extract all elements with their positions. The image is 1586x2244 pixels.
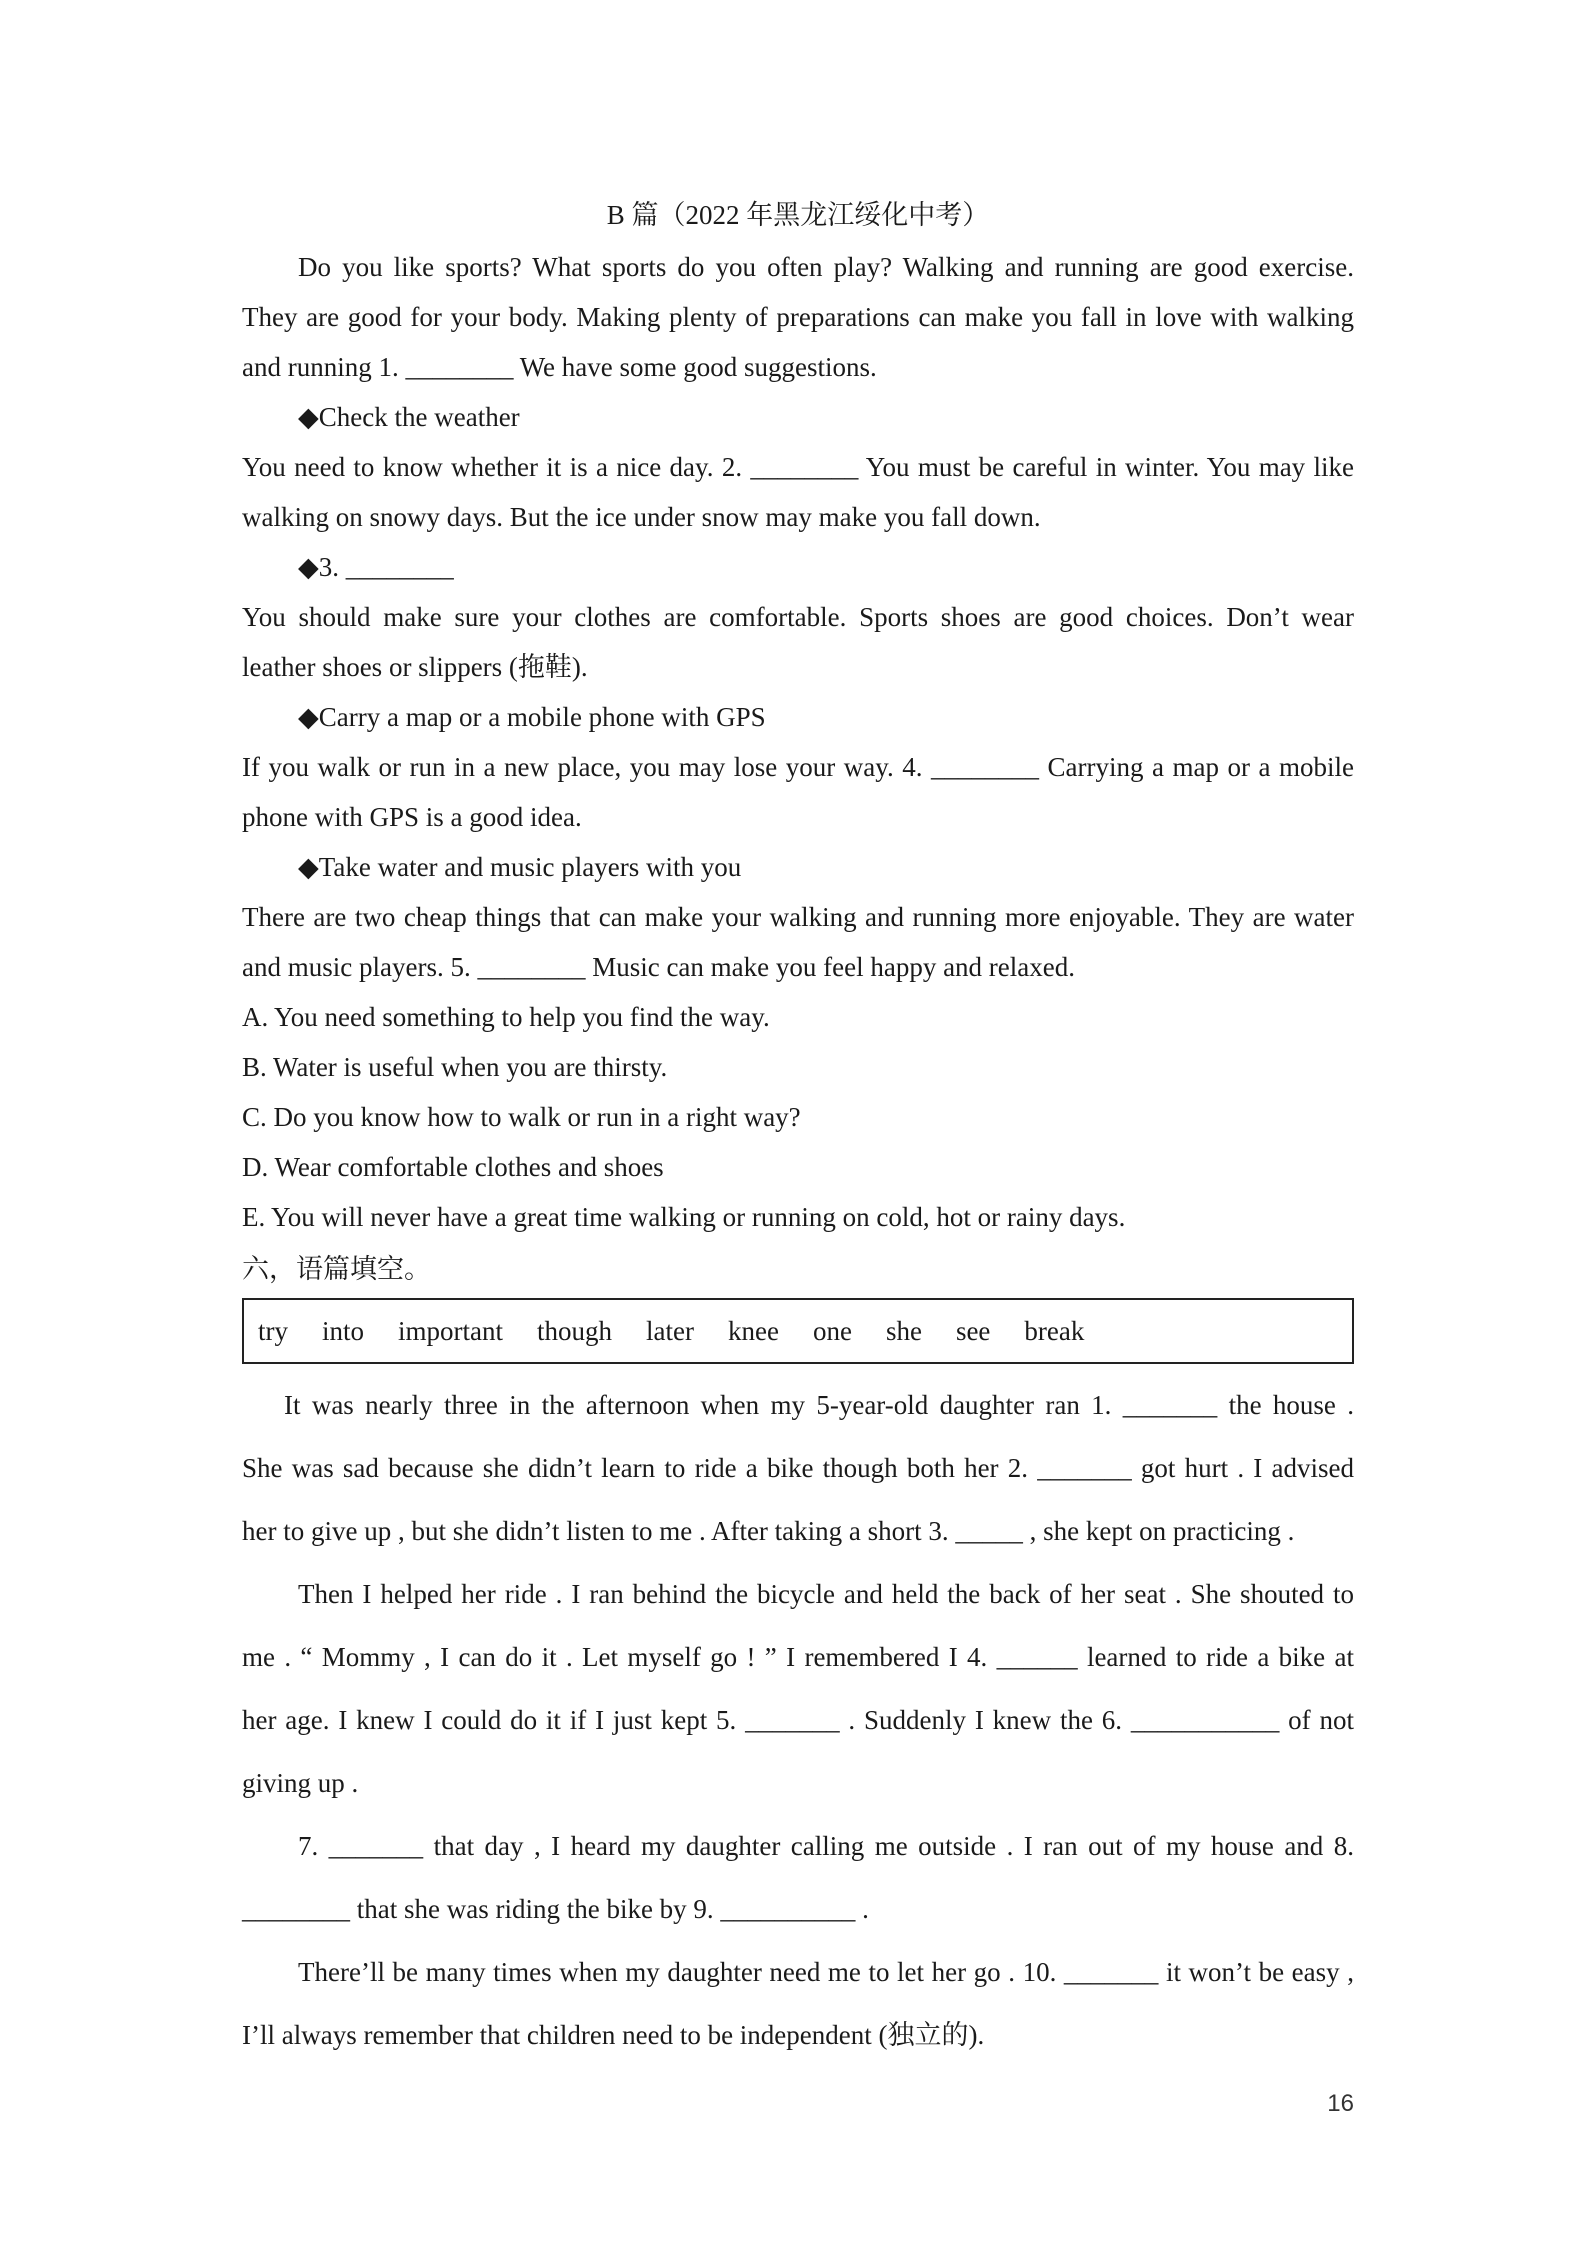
text-line: There are two cheap things that can make your walking and running more enjoyable. They are water [242,902,1354,932]
section-heading: ◆3. ________ [298,552,454,582]
word-bank-item: later [646,1315,694,1346]
text-line: There’ll be many times when my daughter need me to let her go . 10. _______ it won’t be easy , [298,1957,1354,1987]
section-six-heading: 六，语篇填空。 [242,1254,431,1284]
cloze-paragraph [242,1815,1354,1941]
answer-options [242,992,1354,1242]
text-line: You should make sure your clothes are comfortable. Sports shoes are good choices. Don’t wear [242,602,1354,632]
text-line: If you walk or run in a new place, you may lose your way. 4. ________ Carrying a map or a mobile [242,752,1354,782]
text-line: walking on snowy days. But the ice under snow may make you fall down. [242,502,1041,532]
word-bank-item: try [258,1315,288,1346]
word-bank-item: see [955,1315,991,1346]
word-bank-item: important [398,1315,503,1346]
text-line: 7. _______ that day , I heard my daughter calling me outside . I ran out of my house and 8. [298,1831,1354,1861]
text-line: and running 1. ________ We have some good suggestions. [242,352,877,382]
passage-b-section [242,842,1354,992]
section-heading: ◆Take water and music players with you [298,852,742,882]
text-line: giving up . [242,1768,359,1798]
text-line: You need to know whether it is a nice day. 2. ________ You must be careful in winter. You may like [242,452,1354,482]
section-heading: ◆Check the weather [298,402,520,432]
text-line: It was nearly three in the afternoon when my 5-year-old daughter ran 1. _______ the house . [284,1390,1354,1420]
text-line: ________ that she was riding the bike by 9. __________ . [242,1894,869,1924]
text-line: I’ll always remember that children need to be independent (独立的). [242,2020,985,2050]
passage-b-section [242,542,1354,692]
text-line: Do you like sports? What sports do you often play? Walking and running are good exercise. [298,252,1354,282]
word-bank-item: knee [727,1315,779,1346]
passage-b-section [242,392,1354,542]
cloze-paragraph [242,1563,1354,1815]
option-a: A. You need something to help you find the way. [242,1002,770,1032]
text-line: me . “ Mommy , I can do it . Let myself go ! ” I remembered I 4. ______ learned to ride a bike at [242,1642,1354,1672]
text-line: She was sad because she didn’t learn to ride a bike though both her 2. _______ got hurt . I advised [242,1453,1354,1483]
word-bank-item: though [537,1315,613,1346]
word-bank-item: she [885,1315,922,1346]
word-bank [242,1298,1354,1364]
cloze-paragraph [242,1374,1354,1563]
cloze-passage [242,1374,1354,2067]
word-bank-item: one [812,1315,852,1346]
option-d: D. Wear comfortable clothes and shoes [242,1152,664,1182]
section-heading: ◆Carry a map or a mobile phone with GPS [298,702,766,732]
page-number: 16 [1327,2090,1354,2117]
document-page [242,190,1354,2067]
text-line: They are good for your body. Making plenty of preparations can make you fall in love with walking [242,302,1354,332]
cloze-paragraph [242,1941,1354,2067]
passage-b-section [242,692,1354,842]
text-line: leather shoes or slippers (拖鞋). [242,652,588,682]
text-line: her to give up , but she didn’t listen to me . After taking a short 3. _____ , she kept on practicing . [242,1516,1295,1546]
word-bank-item: into [322,1315,365,1346]
text-line: and music players. 5. ________ Music can make you feel happy and relaxed. [242,952,1076,982]
text-line: Then I helped her ride . I ran behind the bicycle and held the back of her seat . She shouted to [298,1579,1354,1609]
passage-title: B 篇（2022 年黑龙江绥化中考） [606,200,990,230]
option-c: C. Do you know how to walk or run in a right way? [242,1102,801,1132]
text-line: phone with GPS is a good idea. [242,802,582,832]
passage-b-intro [242,242,1354,392]
word-bank-item: break [1024,1315,1085,1346]
text-line: her age. I knew I could do it if I just kept 5. _______ . Suddenly I knew the 6. ___________ of not [242,1705,1354,1735]
option-e: E. You will never have a great time walking or running on cold, hot or rainy days. [242,1202,1126,1232]
option-b: B. Water is useful when you are thirsty. [242,1052,668,1082]
